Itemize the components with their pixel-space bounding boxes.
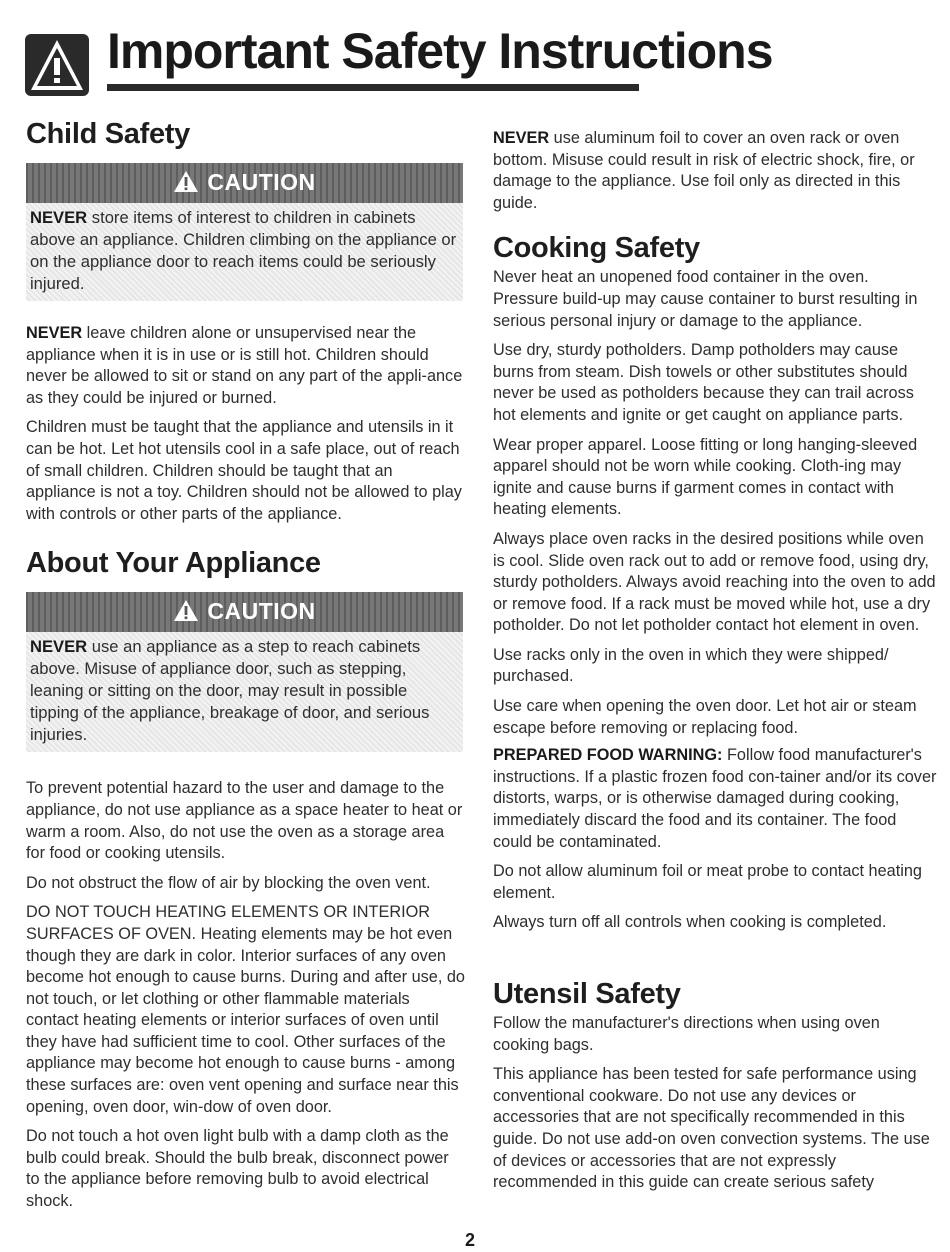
paragraph: Use care when opening the oven door. Let hot air or steam escape before removing or replacing food.: [493, 697, 917, 737]
never-lead: NEVER: [30, 208, 88, 227]
left-column: [26, 118, 466, 1213]
paragraph: Always turn off all controls when cooking is completed.: [493, 913, 887, 932]
cooking-safety-heading: Cooking Safety: [493, 232, 700, 265]
caution-label: CAUTION: [207, 169, 316, 195]
caution-banner: [26, 592, 463, 632]
paragraph: NEVER leave children alone or unsupervised near the appliance when it is in use or is still hot. Children should never be allowed to sit or stand on any part of the appli-ance as they could be injured or burned.: [26, 324, 463, 407]
caution-triangle-icon: [173, 170, 199, 193]
paragraph: Do not allow aluminum foil or meat probe to contact heating element.: [493, 862, 922, 902]
page-title: Important Safety Instructions: [107, 23, 773, 79]
caution-text: use an appliance as a step to reach cabinets above. Misuse of appliance door, such as stepping, leaning or sitting on the door, may result in possible tipping of the appliance, breakage of door, and serious injuries.: [30, 637, 430, 745]
caution-text: store items of interest to children in cabinets above an appliance. Children climbing on the appliance or on the appliance door to reach items could be seriously injured.: [30, 208, 457, 293]
caution-label: CAUTION: [207, 598, 316, 625]
paragraph: DO NOT TOUCH HEATING ELEMENTS OR INTERIOR SURFACES OF OVEN. Heating elements may be hot even though they are dark in color. Interior surfaces of any oven become hot enough to cause burns. During and after use, do not touch, or let clothing or other flammable materials contact heating elements or interior surfaces of oven until they have had sufficient time to cool. Other surfaces of the appliance may become hot enough to cause burns - among these surfaces are: oven vent opening and surface near this opening, oven door, win-dow of oven door.: [26, 903, 465, 1116]
caution-text-box: [26, 203, 463, 301]
utensil-safety-heading: Utensil Safety: [493, 978, 681, 1010]
warning-triangle-icon: [25, 34, 89, 96]
never-lead: NEVER: [493, 129, 550, 147]
paragraph: Do not touch a hot oven light bulb with a damp cloth as the bulb could break. Should the bulb break, disconnect power to the appliance before removing bulb to avoid electrical shock.: [26, 1127, 449, 1211]
paragraph: Use dry, sturdy potholders. Damp potholders may cause burns from steam. Dish towels or other substitutes should never be used as potholders because they can trail across hot elements and ignite or get caught on appliance parts.: [493, 341, 914, 424]
caution-banner: [26, 163, 463, 203]
never-lead: NEVER: [26, 324, 83, 342]
child-safety-heading: Child Safety: [26, 118, 190, 150]
paragraph: Children must be taught that the appliance and utensils in it can be hot. Let hot utensils cool in a safe place, out of reach of small children. Children should be taught that an appliance is not a toy. Children should not be allowed to play with controls or other parts of the appliance.: [26, 418, 462, 523]
child-caution-box: [26, 163, 463, 301]
paragraph: This appliance has been tested for safe performance using conventional cookware. Do not use any devices or accessories that are not specifically recommended in this guide. Do not use add-on oven convection systems. The use of devices or accessories that are not expressly recommended in this guide can create serious safety: [493, 1065, 930, 1192]
right-column: [493, 128, 938, 1194]
caution-text-box: [26, 632, 463, 752]
about-appliance-heading: About Your Appliance: [26, 547, 321, 580]
page-number: 2: [465, 1230, 476, 1250]
page-header: [25, 20, 773, 90]
paragraph: Wear proper apparel. Loose fitting or long hanging-sleeved apparel should not be worn while cooking. Cloth-ing may ignite and cause burns if garment comes in contact with heating elements.: [493, 435, 918, 519]
never-lead: NEVER: [30, 637, 88, 657]
paragraph: To prevent potential hazard to the user and damage to the appliance, do not use appliance as a space heater to heat or warm a room. Also, do not use the oven as a storage area for food or cooking utensils.: [26, 779, 463, 863]
prepared-food-warning-lead: PREPARED FOOD WARNING:: [493, 746, 723, 765]
paragraph: Do not obstruct the flow of air by blocking the oven vent.: [26, 873, 431, 892]
paragraph: Never heat an unopened food container in the oven. Pressure build-up may cause container to burst resulting in serious personal injury or damage to the appliance.: [493, 268, 918, 330]
about-caution-box: [26, 592, 463, 752]
paragraph: Follow the manufacturer's directions when using oven cooking bags.: [493, 1014, 880, 1054]
paragraph: Always place oven racks in the desired positions while oven is cool. Slide oven rack out to add or remove food, using dry, sturdy potholders. Always avoid reaching into the oven to add or remove food. If a rack must be moved while hot, use a dry potholder. Do not let potholder contact hot element in oven.: [493, 529, 936, 635]
paragraph: NEVER use aluminum foil to cover an oven rack or oven bottom. Misuse could result in risk of electric shock, fire, or damage to the appliance. Use foil only as directed in this guide.: [493, 129, 915, 212]
caution-triangle-icon: [173, 599, 199, 622]
paragraph: PREPARED FOOD WARNING: Follow food manufacturer's instructions. If a plastic frozen food con-tainer and/or its cover distorts, warps, or is otherwise damaged during cooking, immediately discard the food and its container. The food could be contaminated.: [493, 746, 937, 851]
paragraph: Use racks only in the oven in which they were shipped/ purchased.: [493, 645, 889, 686]
title-rule: [107, 84, 639, 91]
